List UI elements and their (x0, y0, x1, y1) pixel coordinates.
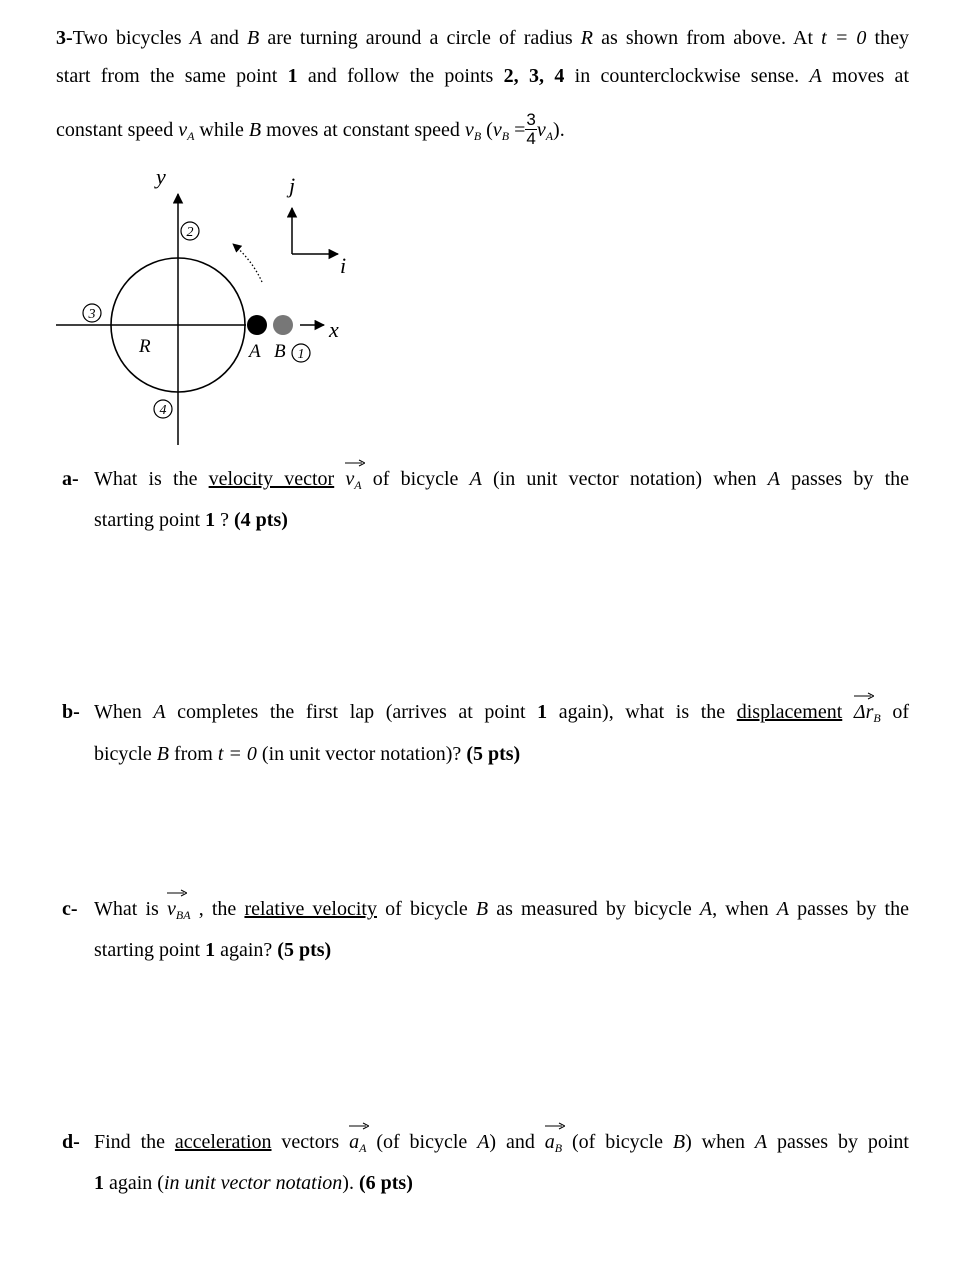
question-d-line-1: Find the acceleration vectors $a_A$ (of bicycle A) and $a_B$ (of bicycle B) when A passes by point (94, 1131, 909, 1154)
question-d-label: d- (62, 1131, 80, 1153)
bike-b-marker (273, 315, 293, 335)
point-1-label: 1 (297, 347, 305, 362)
intro-line-3: constant speed $v_A$ while B moves at constant speed $v_B$ ($v_B$ = $\frac{3}{4}$ $v_A$). (56, 110, 565, 148)
point-3-label: 3 (88, 307, 96, 322)
question-b-line-1: When A completes the first lap (arrives at point 1 again), what is the displacement $\Delta r_B$ of (94, 701, 909, 724)
bike-b-label: B (274, 341, 286, 362)
x-axis-label: x (329, 317, 339, 342)
radius-label: R (139, 336, 151, 357)
intro-line-2: start from the same point 1 and follow the points 2, 3, 4 in counterclockwise sense. A moves at (56, 65, 909, 87)
vector-arrow (167, 889, 187, 897)
vector-va: $v_A$ (345, 468, 361, 491)
j-label: j (289, 173, 296, 198)
y-axis-label: y (156, 164, 166, 189)
question-c-line-1: What is $v_{BA}$ , the relative velocity of bicycle B as measured by bicycle A, when A passes by the (94, 898, 909, 921)
vector-arrow (349, 1122, 369, 1130)
point-2-label: 2 (186, 225, 194, 240)
vector-delta-rb: $\Delta r_B$ (854, 701, 881, 724)
vector-vba: $v_{BA}$ (167, 898, 191, 921)
circle-diagram (40, 160, 370, 455)
vector-aa: $a_A$ (349, 1131, 366, 1154)
question-b-label: b- (62, 701, 80, 723)
question-a-line-1: What is the velocity vector $v_A$ of bicycle A (in unit vector notation) when A passes by the (94, 468, 909, 491)
bike-a-marker (247, 315, 267, 335)
question-a-line-2: starting point 1 ? (4 pts) (94, 509, 288, 531)
direction-arrow (233, 244, 262, 282)
vector-ab: $a_B$ (545, 1131, 562, 1154)
question-c-line-2: starting point 1 again? (5 pts) (94, 939, 332, 961)
vector-arrow (545, 1122, 565, 1130)
fraction-three-quarters: $\frac{3}{4}$ (526, 110, 536, 148)
question-c-label: c- (62, 898, 78, 920)
intro-line-1: 3-Two bicycles A and B are turning around a circle of radius R as shown from above. At t = 0 they (56, 27, 909, 49)
question-a-label: a- (62, 468, 79, 490)
point-4-label: 4 (159, 403, 167, 418)
question-d-line-2: 1 again (in unit vector notation). (6 pts) (94, 1172, 413, 1194)
i-label: i (340, 253, 347, 278)
question-b-line-2: bicycle B from t = 0 (in unit vector notation)? (5 pts) (94, 743, 521, 765)
bike-a-label: A (249, 341, 261, 362)
vector-arrow (345, 459, 365, 467)
vector-arrow (854, 692, 874, 700)
